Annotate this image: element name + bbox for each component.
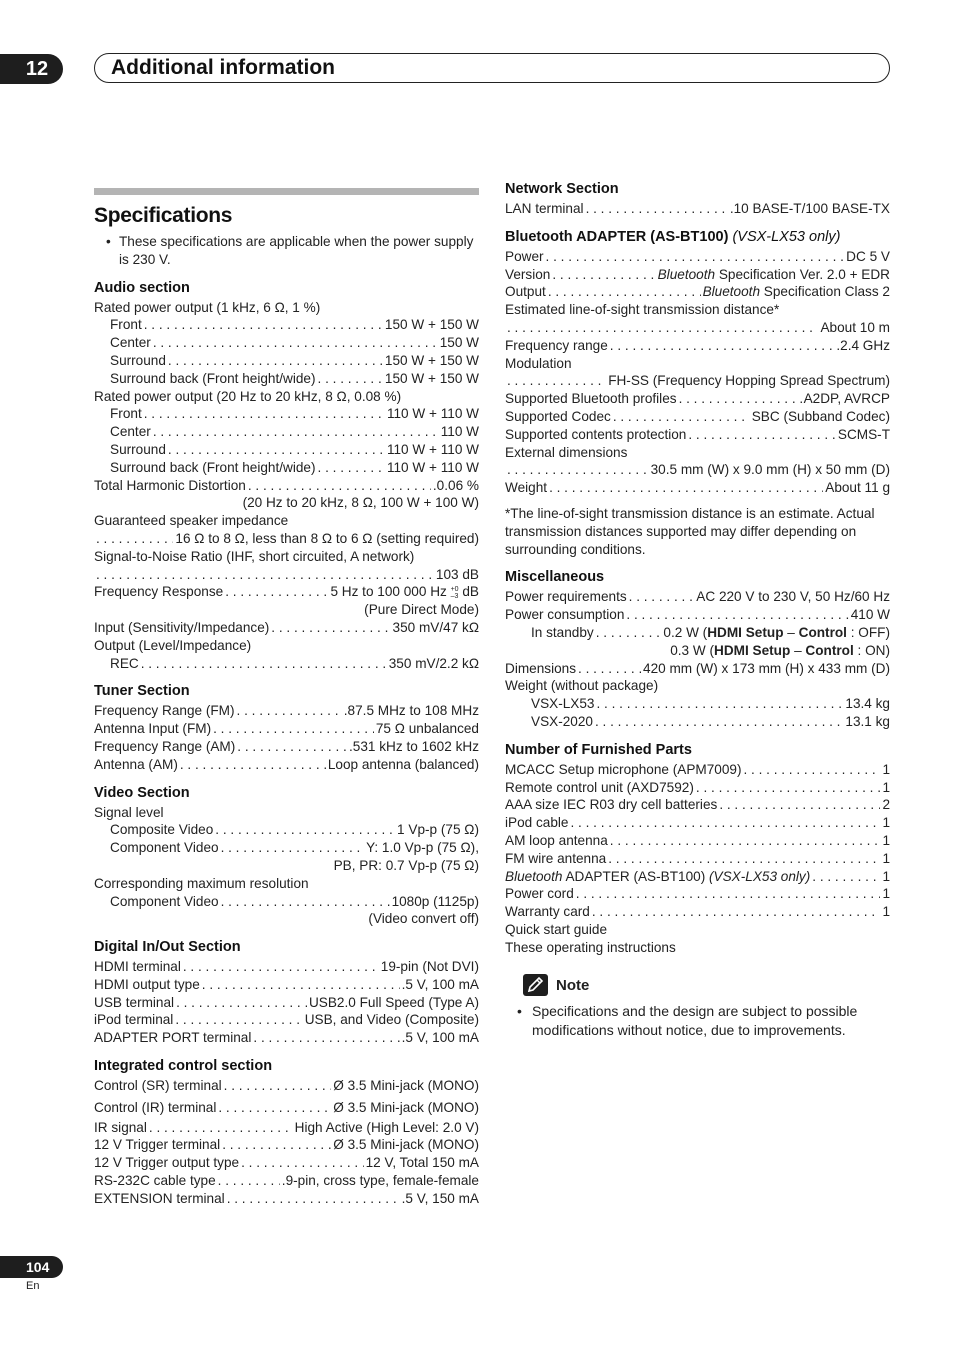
spec-label: Version — [505, 266, 551, 282]
spec-value: 5 Hz to 100 000 Hz +0 –3 dB — [330, 584, 479, 600]
thd-condition: (20 Hz to 20 kHz, 8 Ω, 100 W + 100 W) — [242, 495, 479, 511]
spec-value: Ø 3.5 Mini-jack (MONO) — [333, 1099, 479, 1115]
spec-row — [505, 461, 890, 479]
max-resolution-label: Corresponding maximum resolution — [94, 875, 309, 891]
spec-label: Component Video — [110, 893, 219, 909]
bullet-dot: • — [517, 1003, 522, 1020]
language-code: En — [26, 1280, 40, 1292]
spec-row — [505, 832, 890, 850]
spec-label: Center — [110, 335, 151, 351]
quick-start-guide: Quick start guide — [505, 921, 607, 937]
spec-row — [505, 903, 890, 921]
spec-row — [505, 660, 890, 678]
spec-label: In standby — [531, 624, 594, 640]
spec-label: RS-232C cable type — [94, 1173, 216, 1189]
note-title: Note — [556, 976, 590, 994]
spec-value: About 11 g — [825, 480, 890, 496]
bullet-dot: • — [106, 234, 111, 249]
spec-label: EXTENSION terminal — [94, 1190, 225, 1206]
spec-value: 0.2 W (HDMI Setup – Control : OFF) — [663, 624, 890, 640]
spec-label: Surround — [110, 352, 166, 368]
spec-value: 110 W + 110 W — [386, 406, 479, 422]
spec-label: Frequency Range (AM) — [94, 738, 236, 754]
spec-label: Total Harmonic Distortion — [94, 477, 246, 493]
spec-value: Y: 1.0 Vp-p (75 Ω), — [366, 840, 479, 856]
spec-value: AC 220 V to 230 V, 50 Hz/60 Hz — [696, 589, 890, 605]
spec-label: Power consumption — [505, 607, 625, 623]
spec-label: Antenna Input (FM) — [94, 721, 212, 737]
spec-row — [94, 619, 479, 637]
standby-value-2: 0.3 W (HDMI Setup – Control : ON) — [670, 642, 890, 658]
spec-label: IR signal — [94, 1119, 147, 1135]
spec-label: Input (Sensitivity/Impedance) — [94, 619, 270, 635]
chapter-number-badge — [0, 54, 63, 84]
spec-label: Center — [110, 424, 151, 440]
spec-value: 110 W + 110 W — [386, 441, 479, 457]
spec-value: 12 V, Total 150 mA — [365, 1155, 479, 1171]
spec-label: FM wire antenna — [505, 850, 607, 866]
note-header — [523, 974, 890, 996]
snr-label: Signal-to-Noise Ratio (IHF, short circuited, A network) — [94, 548, 415, 564]
spec-value: 1 — [882, 779, 890, 795]
spec-row — [505, 814, 890, 832]
spec-row — [94, 994, 479, 1012]
spec-value: Loop antenna (balanced) — [327, 756, 479, 772]
spec-row — [94, 720, 479, 738]
spec-row — [505, 713, 890, 731]
spec-value: SCMS-T — [837, 426, 890, 442]
spec-value: 150 W + 150 W — [384, 370, 479, 386]
spec-row — [505, 426, 890, 444]
spec-value: 103 dB — [435, 566, 479, 582]
spec-label: Control (SR) terminal — [94, 1078, 222, 1094]
spec-value: Ø 3.5 Mini-jack (MONO) — [333, 1137, 479, 1153]
spec-value: 420 mm (W) x 173 mm (H) x 433 mm (D) — [643, 660, 890, 676]
spec-value: .9-pin, cross type, female-female — [281, 1173, 479, 1189]
spec-label: Frequency range — [505, 337, 608, 353]
spec-label: 12 V Trigger output type — [94, 1155, 240, 1171]
spec-row — [94, 738, 479, 756]
spec-label: USB terminal — [94, 994, 175, 1010]
spec-label: Supported Codec — [505, 408, 611, 424]
spec-label: LAN terminal — [505, 201, 584, 216]
spec-value: 1 — [882, 868, 890, 884]
spec-row — [505, 479, 890, 497]
spec-row — [94, 1154, 479, 1172]
spec-label: 12 V Trigger terminal — [94, 1137, 221, 1153]
output-label: Output (Level/Impedance) — [94, 637, 252, 653]
spec-value: High Active (High Level: 2.0 V) — [294, 1119, 479, 1135]
spec-label: Dimensions — [505, 660, 577, 676]
spec-label: Supported Bluetooth profiles — [505, 391, 677, 407]
spec-value: 1 — [882, 886, 890, 902]
spec-row — [505, 796, 890, 814]
spec-value: SBC (Subband Codec) — [751, 408, 890, 424]
spec-label: VSX-LX53 — [531, 696, 595, 712]
spec-label: Surround — [110, 441, 166, 457]
spec-label: VSX-2020 — [531, 713, 593, 729]
spec-label: MCACC Setup microphone (APM7009) — [505, 761, 742, 777]
chapter-title-box — [94, 53, 890, 83]
spec-row — [505, 588, 890, 606]
distance-label: Estimated line-of-sight transmission distance* — [505, 302, 780, 318]
spec-value: About 10 m — [820, 319, 890, 335]
spec-row — [94, 702, 479, 720]
spec-row — [94, 370, 479, 388]
spec-label: HDMI output type — [94, 976, 200, 992]
spec-row — [505, 248, 890, 266]
spec-row — [94, 334, 479, 352]
spec-row — [94, 459, 479, 477]
spec-value: .5 V, 100 mA — [401, 1030, 479, 1046]
note-text: Specifications and the design are subject to possible modifications without notice, due to improvements. — [532, 1003, 858, 1039]
spec-row — [505, 850, 890, 868]
spec-row — [94, 1119, 479, 1137]
spec-row — [94, 1099, 479, 1117]
spec-value: 16 Ω to 8 Ω, less than 8 Ω to 6 Ω (setting required) — [175, 530, 479, 546]
section-rule — [94, 188, 479, 195]
spec-row — [94, 1136, 479, 1154]
spec-label: Warranty card — [505, 904, 590, 920]
spec-value: 1 — [882, 904, 890, 920]
spec-value: 150 W — [439, 335, 479, 351]
external-dimensions-label: External dimensions — [505, 444, 628, 460]
spec-value: 150 W + 150 W — [384, 317, 479, 333]
intro-text: These specifications are applicable when the power supply is 230 V. — [119, 234, 474, 267]
rated-power-1: Rated power output (1 kHz, 6 Ω, 1 %) — [94, 299, 321, 315]
spec-value: .5 V, 100 mA — [401, 976, 479, 992]
spec-row — [94, 441, 479, 459]
spec-label: Component Video — [110, 840, 219, 856]
audio-heading: Audio section — [94, 279, 190, 296]
chapter-number: 12 — [25, 58, 49, 80]
spec-label: Supported contents protection — [505, 426, 687, 442]
spec-label: Control (IR) terminal — [94, 1099, 217, 1115]
spec-label: Bluetooth ADAPTER (AS-BT100) (VSX-LX53 only) — [505, 868, 811, 884]
left-column — [94, 180, 479, 1208]
operating-instructions: These operating instructions — [505, 939, 676, 955]
spec-value: .10 BASE-T/100 BASE-TX — [729, 201, 890, 216]
spec-label: Frequency Response — [94, 584, 224, 600]
spec-row — [505, 200, 890, 218]
freq-note: (Pure Direct Mode) — [364, 602, 479, 618]
spec-value: 2 — [882, 797, 890, 813]
spec-row — [94, 1077, 479, 1095]
spec-value: 110 W — [440, 424, 479, 440]
spec-label: ADAPTER PORT terminal — [94, 1030, 252, 1046]
spec-value: 410 W — [850, 607, 890, 623]
spec-row — [505, 868, 890, 886]
spec-label: Front — [110, 317, 142, 333]
modulation-label: Modulation — [505, 355, 572, 371]
spec-value: .2.4 GHz — [836, 337, 890, 353]
page-number: 104 — [26, 1259, 50, 1275]
spec-label: Power cord — [505, 886, 574, 902]
spec-row — [94, 1172, 479, 1190]
specifications-title: Specifications — [94, 204, 233, 227]
spec-row — [505, 283, 890, 301]
spec-label: iPod cable — [505, 815, 569, 831]
spec-value: 1 — [882, 832, 890, 848]
digital-heading: Digital In/Out Section — [94, 939, 241, 956]
spec-row — [94, 958, 479, 976]
spec-row — [505, 885, 890, 903]
tolerance: +0 –3 — [450, 585, 459, 600]
spec-label: Remote control unit (AXD7592) — [505, 779, 694, 795]
integrated-heading: Integrated control section — [94, 1058, 273, 1075]
spec-row — [94, 756, 479, 774]
spec-value: 1 — [882, 815, 890, 831]
spec-row — [94, 821, 479, 839]
spec-value: Ø 3.5 Mini-jack (MONO) — [333, 1078, 479, 1094]
spec-row — [505, 761, 890, 779]
network-heading: Network Section — [505, 181, 619, 197]
spec-value: 110 W + 110 W — [386, 459, 479, 475]
video-heading: Video Section — [94, 784, 190, 801]
spec-label: Output — [505, 284, 546, 300]
page-number-badge — [0, 1256, 63, 1278]
spec-row — [94, 352, 479, 370]
spec-label: Weight — [505, 480, 548, 496]
spec-value: Bluetooth Specification Class 2 — [702, 284, 890, 300]
spec-row — [94, 316, 479, 334]
spec-row — [94, 405, 479, 423]
spec-value: .5 V, 150 mA — [401, 1190, 479, 1206]
spec-label: Power requirements — [505, 589, 627, 605]
note-bullet — [505, 1002, 890, 1040]
spec-value: 13.1 kg — [845, 713, 890, 729]
spec-row — [505, 319, 890, 337]
spec-value: 30.5 mm (W) x 9.0 mm (H) x 50 mm (D) — [650, 462, 890, 478]
impedance-label: Guaranteed speaker impedance — [94, 513, 289, 529]
spec-value: USB2.0 Full Speed (Type A) — [308, 994, 479, 1010]
spec-value: Bluetooth Specification Ver. 2.0 + EDR — [657, 266, 890, 282]
spec-label: Front — [110, 406, 142, 422]
spec-row — [94, 976, 479, 994]
spec-row — [94, 655, 479, 673]
spec-row — [505, 624, 890, 642]
video-convert-note: (Video convert off) — [368, 911, 479, 927]
spec-label: HDMI terminal — [94, 959, 181, 975]
spec-label: AM loop antenna — [505, 832, 608, 848]
signal-level-label: Signal level — [94, 804, 164, 820]
spec-row — [94, 1011, 479, 1029]
spec-row — [505, 266, 890, 284]
spec-row — [505, 695, 890, 713]
spec-row — [94, 477, 479, 495]
pencil-icon — [523, 974, 548, 996]
spec-row — [94, 566, 479, 584]
spec-label: iPod terminal — [94, 1012, 174, 1028]
spec-row — [94, 893, 479, 911]
right-column — [505, 180, 890, 1040]
rated-power-2: Rated power output (20 Hz to 20 kHz, 8 Ω, 0.08 %) — [94, 388, 402, 404]
intro-bullet — [94, 233, 479, 269]
note-box — [505, 974, 890, 1040]
spec-value: 1 — [882, 850, 890, 866]
spec-row — [94, 530, 479, 548]
spec-label: AAA size IEC R03 dry cell batteries — [505, 797, 718, 813]
spec-value: FH-SS (Frequency Hopping Spread Spectrum) — [608, 373, 890, 389]
spec-value: DC 5 V — [846, 248, 890, 264]
spec-row — [505, 390, 890, 408]
spec-value: 350 mV/47 kΩ — [392, 619, 479, 635]
spec-value: 1 — [882, 761, 890, 777]
spec-row — [505, 337, 890, 355]
spec-label: Frequency Range (FM) — [94, 703, 235, 719]
spec-value: .531 kHz to 1602 kHz — [349, 738, 479, 754]
weight-label: Weight (without package) — [505, 678, 659, 694]
spec-value: A2DP, AVRCP — [803, 391, 890, 407]
spec-row — [94, 583, 479, 601]
spec-row — [94, 1029, 479, 1047]
spec-value: 1 Vp-p (75 Ω) — [397, 822, 479, 838]
misc-heading: Miscellaneous — [505, 569, 605, 586]
spec-label: Surround back (Front height/wide) — [110, 370, 316, 386]
spec-value: 350 mV/2.2 kΩ — [388, 655, 479, 671]
bluetooth-footnote: *The line-of-sight transmission distance is an estimate. Actual transmission distances supported may differ depending on surrounding conditions. — [505, 505, 875, 557]
chapter-title: Additional information — [111, 56, 335, 79]
spec-row — [94, 1190, 479, 1208]
spec-label: Surround back (Front height/wide) — [110, 459, 316, 475]
spec-value: 1080p (1125p) — [391, 893, 479, 909]
spec-row — [505, 779, 890, 797]
spec-row — [505, 606, 890, 624]
spec-label: Antenna (AM) — [94, 756, 178, 772]
spec-value: USB, and Video (Composite) — [304, 1012, 479, 1028]
component-value-2: PB, PR: 0.7 Vp-p (75 Ω) — [333, 857, 479, 873]
spec-label: Composite Video — [110, 822, 214, 838]
spec-value: 19-pin (Not DVI) — [380, 959, 479, 975]
tuner-heading: Tuner Section — [94, 683, 190, 700]
furnished-heading: Number of Furnished Parts — [505, 741, 692, 758]
spec-value: .87.5 MHz to 108 MHz — [343, 703, 479, 719]
spec-value: .0.06 % — [432, 477, 479, 493]
spec-value: 75 Ω unbalanced — [375, 721, 479, 737]
spec-row — [505, 408, 890, 426]
bluetooth-heading: Bluetooth ADAPTER (AS-BT100) (VSX-LX53 only) — [505, 228, 841, 245]
spec-value: 13.4 kg — [845, 696, 890, 712]
spec-label: REC — [110, 655, 139, 671]
spec-value: 150 W + 150 W — [384, 352, 479, 368]
spec-row — [505, 372, 890, 390]
spec-row — [94, 423, 479, 441]
spec-row — [94, 839, 479, 857]
spec-label: Power — [505, 248, 544, 264]
